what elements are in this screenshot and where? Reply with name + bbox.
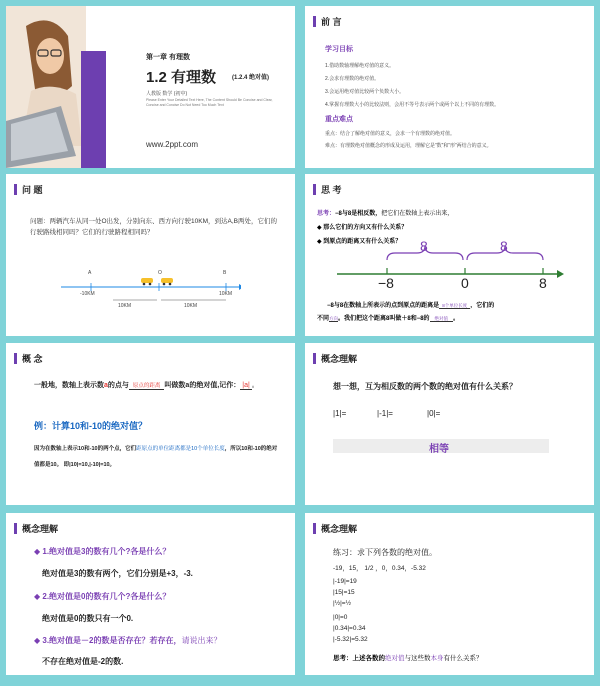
title-bar	[313, 16, 316, 27]
think-opposites: −8与8是相反数，	[335, 211, 382, 217]
question-3-tail: 请说出来？	[181, 636, 222, 645]
definition-text	[34, 380, 274, 392]
think-part-5: 有什么关系？	[443, 655, 483, 662]
right-km-label: 10KM	[219, 291, 233, 297]
result-4: |0|=0	[333, 614, 348, 621]
blank-fill-2: 方向	[329, 316, 339, 321]
question-1: ◆ 1.绝对值是3的数有几个?各是什么？	[34, 547, 171, 556]
conclusion-line-2	[317, 313, 459, 322]
tick-0: 0	[461, 275, 469, 291]
conclusion-text-2: ，它们的	[470, 303, 495, 309]
answer-1: 绝对值是3的数有两个，它们分别是+3，-3.	[42, 569, 193, 578]
tick-8: 8	[539, 275, 547, 291]
question-direction: ◆ 那么它们的方向又有什么关系？	[317, 225, 408, 231]
taxi-car-icon	[141, 278, 173, 285]
english-line-2: Concise and Concise Do Not Need Too Much Text	[146, 103, 224, 107]
example-text-1: 因为在数轴上表示10和-10的两个点，它们	[34, 446, 137, 452]
title-bar	[14, 523, 17, 534]
think-part-1: 思考：上述各数的	[333, 655, 385, 662]
left-segment-label: 10KM	[118, 303, 132, 309]
slide-header: 问 题	[22, 185, 43, 195]
definition-end: 。	[251, 382, 259, 389]
distance-left-label: 8	[420, 238, 428, 254]
exercise-numbers: -19，15， 1/2 ，0，0.34，-5.32	[333, 565, 426, 572]
example-text-2: 距原点的单位距离都是10个单位	[136, 446, 214, 452]
example-question: 例：计算10和-10的绝对值？	[34, 421, 148, 431]
slide-1-cover	[6, 6, 295, 168]
slide-8-exercise	[305, 513, 594, 675]
slide-4-think	[305, 174, 594, 336]
result-5: |0.34|=0.34	[333, 625, 366, 632]
slide-6-understanding	[305, 343, 594, 505]
example-text-4: ，所以10和-10的绝对值都是10。 即|10|=10,|-10|=10。	[34, 446, 278, 468]
definition-notation: |a|	[242, 382, 250, 389]
distance-right-label: 8	[500, 238, 508, 254]
conclusion-text-1: −8与8在数轴上所表示的点到原点的距离是	[327, 303, 440, 309]
question-2: ◆ 2.绝对值是0的数有几个?各是什么？	[34, 592, 171, 601]
slide-2-preface	[305, 6, 594, 168]
conclusion-line-1	[327, 300, 494, 309]
result-3: |½|=½	[333, 600, 352, 607]
meta-line: 人教版 数学 (初中)	[146, 91, 188, 97]
key-point: 重点：结合了解绝对值的意义，会求一个有理数的绝对值。	[325, 131, 456, 137]
site-url: www.2ppt.com	[146, 140, 199, 149]
think-prefix: 思考：	[317, 211, 336, 217]
conclusion-text-3: 不同	[317, 316, 330, 322]
english-line-1: Please Enter Your Detailed Text Here, The Content Should Be Concise and Clear,	[146, 98, 273, 102]
title-bar	[14, 353, 17, 364]
title-bar	[313, 353, 316, 364]
slide-header: 概念理解	[22, 524, 59, 534]
formula-2: |-1|=	[377, 409, 393, 418]
definition-var-a: a	[104, 382, 108, 389]
slide-3-problem	[6, 174, 295, 336]
goal-3: 3.会运用绝对值比较两个负数大小。	[325, 89, 405, 95]
goal-2: 2.会求有理数的绝对值。	[325, 76, 380, 82]
title-bar	[14, 184, 17, 195]
number-line-diagram	[335, 238, 565, 294]
result-2: |15|=15	[333, 589, 355, 596]
right-segment-label: 10KM	[184, 303, 198, 309]
think-line	[317, 208, 453, 217]
question-3	[34, 635, 222, 646]
slide-header: 前 言	[321, 17, 342, 27]
slide-5-concept	[6, 343, 295, 505]
example-text-3: 长度	[213, 446, 225, 452]
definition-highlight: 原点的距离	[129, 383, 165, 390]
slide-header: 概 念	[22, 354, 43, 364]
title-bar	[313, 523, 316, 534]
exercise-prompt: 练习：求下列各数的绝对值。	[333, 548, 437, 557]
blank-fill-1: 8个单位长度	[439, 303, 470, 309]
slide-header: 概念理解	[321, 354, 358, 364]
definition-part-3: 叫做数a的绝对值,记作：	[164, 382, 241, 389]
title-bar	[313, 184, 316, 195]
key-title: 重点难点	[325, 116, 353, 123]
think-part-2: 绝对值	[385, 655, 405, 662]
problem-text: 问题：两辆汽车从同一处O出发，分别向东、西方向行驶10KM，到达A,B两处，它们的行驶路线相同吗？它们的行驶路程相同吗？	[30, 218, 278, 236]
goal-1: 1.借助数轴理解绝对值的意义。	[325, 63, 395, 69]
slide-header: 思 考	[321, 185, 342, 195]
point-a-label: A	[88, 270, 92, 276]
question-distance: ◆ 到原点的距离又有什么关系？	[317, 239, 402, 245]
chapter-label: 第一章 有理数	[146, 54, 190, 61]
answer-3: 不存在绝对值是-2的数.	[42, 657, 124, 666]
formula-1: |1|=	[333, 409, 347, 418]
definition-lead: 一般地，	[34, 382, 62, 389]
answer-2: 绝对值是0的数只有一个0.	[42, 614, 134, 623]
example-explanation	[34, 441, 279, 473]
answer-text: 相等	[429, 444, 449, 455]
point-b-label: B	[223, 270, 227, 276]
difficult-point: 难点：有理数绝对值概念的形成及运用，理解它是“数”和“形”两结合的意义。	[325, 143, 492, 149]
goal-4: 4.掌握有理数大小的比较法则，会用不等号表示两个或两个以上不同的有理数。	[325, 102, 500, 108]
question-3-main: ◆ 3.绝对值是－2的数是否存在？若存在，	[34, 636, 182, 645]
woman-laptop-image	[6, 6, 86, 168]
left-km-label: -10KM	[80, 291, 95, 297]
lesson-subtitle: (1.2.4 绝对值)	[232, 75, 270, 81]
purple-accent-block	[81, 51, 106, 168]
lesson-title: 1.2 有理数	[146, 69, 217, 86]
definition-part-1: 数轴上表示数	[62, 382, 104, 389]
question-text: 想一想，互为相反数的两个数的绝对值有什么关系？	[333, 382, 517, 391]
definition-part-2: 的点与	[107, 382, 129, 389]
result-6: |-5.32|=5.32	[333, 636, 368, 643]
think-question	[333, 653, 483, 662]
point-o-label: O	[158, 270, 162, 276]
conclusion-text-4: 。我们把这个距离8叫做＋8和−8的	[338, 316, 430, 322]
conclusion-text-5: 。	[453, 316, 460, 322]
think-part-4: 本身	[430, 655, 444, 662]
blank-fill-3: 绝对值	[430, 316, 454, 322]
formula-3: |0|=	[427, 409, 441, 418]
think-part-3: 与这些数	[404, 655, 431, 662]
slide-7-questions	[6, 513, 295, 675]
think-instruction: 把它们在数轴上表示出来，	[381, 211, 454, 217]
cover-photo	[6, 6, 86, 168]
goals-title: 学习目标	[325, 46, 353, 53]
result-1: |-19|=19	[333, 578, 357, 585]
slide-header: 概念理解	[321, 524, 358, 534]
tick-minus-8: −8	[378, 275, 394, 291]
